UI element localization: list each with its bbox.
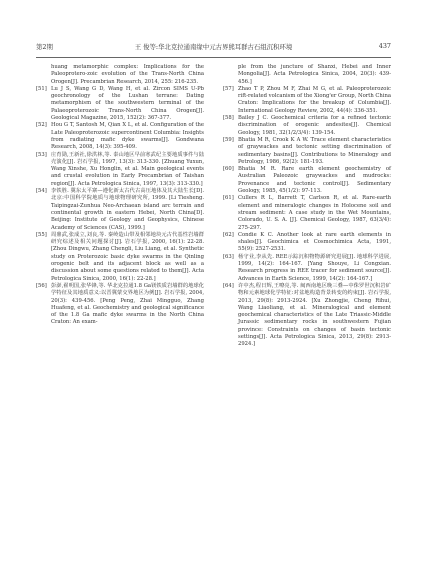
reference-number: [59]	[223, 136, 234, 143]
reference-text: Hou G T, Santosh M, Qian X L, et al. Configuration of the Late Paleoproterozoic supercontinent Columbia: Insights from radiating mafic dyke swarms[J]. Gondwana Research, 2008, 14(3): 395-409.	[51, 122, 204, 151]
reference-entry	[36, 64, 204, 86]
reference-number: [62]	[223, 231, 234, 238]
reference-text: Bhatia M R, Crook K A W. Trace element characteristics of graywackes and tectonic setting discrimination of sedimentary basins[J]. Contributions to Mineralogy and Petrology, 1986, 92(2): 181-193.	[238, 136, 391, 165]
reference-text: huang metamorphic complex: Implications for the Paleoprotero-zoic evolution of the Trans-North China Orogen[J]. Precambrian Research, 2014, 255: 216-235.	[51, 64, 204, 85]
running-header	[36, 42, 391, 54]
left-column	[36, 64, 204, 327]
reference-number: [63]	[223, 253, 234, 260]
reference-entry	[36, 86, 204, 122]
reference-text: Condie K C. Another look at rare earth elements in shales[J]. Geochimica et Cosmochimica Acta, 1991, 55(9): 2527-2531.	[238, 231, 391, 253]
reference-text: 李铁胜. 冀东太平寨—遵化新太古代古高压地体及其大陆生长[D]. 北京:中国科学院地质与地球物理研究所, 1999. [Li Tiesheng. Taipingzai-Zunhua Neo-Archaean island arc terrain and continental growth in eastern Hebei, North China[D]. Beijing: Institute of Geology and Geophysics, Chinese Academy of Sciences (CAS), 1999.]	[51, 188, 204, 231]
reference-entry	[223, 166, 391, 195]
reference-number: [57]	[223, 85, 234, 92]
reference-entry	[36, 152, 204, 188]
reference-number: [54]	[36, 188, 47, 195]
reference-entry	[36, 188, 204, 232]
reference-text: Cullers R L, Barrett T, Carlson R, et al. Rare-earth element and mineralogic changes in Holocene soil and stream sediment: A case study in the Wet Mountains, Colorado, U. S. A. [J]. Chemical Geology, 1987, 63(3/4): 275-297.	[238, 195, 391, 231]
reference-entry	[223, 115, 391, 137]
reference-text: Bailey J C. Geochemical criteria for a refined tectonic discrimination of orogenic andesites[J]. Chemical Geology, 1981, 32(1/2/3/4): 139-154.	[238, 115, 391, 136]
reference-number: [55]	[36, 231, 47, 238]
reference-text: 庄育勋,王新社,徐洪林,等. 泰山地区早前寒武纪主要地质事件与陆壳演化[J]. 岩石学报, 1997, 13(3): 313-330. [Zhuang Yuxun, Wang Xinshe, Xu Honglin, et al. Main geological events and crustal evolution in Early Precambrian of Taishan region[J]. Acta Petrologica Sinica, 1997, 13(3): 313-330.]	[51, 151, 204, 187]
running-title: 王 俊等:华北克拉通南缘中元古界熊耳群古石组沉积环境	[134, 43, 293, 51]
reference-number: [58]	[223, 115, 234, 122]
issue-number: 第2期	[36, 43, 53, 51]
reference-entry	[223, 195, 391, 231]
reference-number: [53]	[36, 151, 47, 158]
reference-text: Zhao T P, Zhou M F, Zhai M G, et al. Paleoproterozoic rift-related volcanism of the Xiong'er Group, North China Craton: Implications for the breakup of Columbia[J]. International Geology Review, 2002, 44(4): 336-351.	[238, 85, 392, 114]
reference-number: [51]	[36, 85, 47, 92]
reference-entry	[223, 86, 391, 115]
reference-number: [56]	[36, 282, 47, 289]
reference-entry	[36, 122, 204, 151]
reference-number: [61]	[223, 195, 234, 202]
reference-entry	[223, 64, 391, 86]
reference-text: Lu J S, Wang G D, Wang H, et al. Zircon SIMS U-Pb geochronology of the Lushan terrane: Dating metamorphism of the southwestern terminal of the Palaeoproterozoic Trans-North China Orogen[J]. Geological Magazine, 2015, 152(2): 367-377.	[51, 85, 204, 122]
reference-entry	[223, 137, 391, 166]
reference-number: [64]	[223, 282, 234, 289]
reference-entry	[223, 254, 391, 283]
reference-text: ple from the juncture of Shanxi, Hebei and Inner Mongolia[J]. Acta Petrologica Sinica, 2004, 20(3): 439-456.]	[238, 64, 391, 85]
header-rule	[36, 57, 391, 58]
reference-entry	[36, 283, 204, 327]
reference-text: 杨守业,李从先. REE示踪沉积物物源研究进展[J]. 地球科学进展, 1999, 14(2): 164-167. [Yang Shouye, Li Congxian. Research progress in REE tracer for sediment source[J]. Advances in Earth Science, 1999, 14(2): 164-167.]	[238, 253, 391, 282]
reference-text: Bhatia M R. Rare earth element geochemistry of Australian Paleozoic graywackes and mudrocks: Provenance and tectonic control[J]. Sedimentary Geology, 1985, 45(1/2): 97-113.	[238, 166, 391, 195]
reference-entry	[36, 232, 204, 283]
right-column	[223, 64, 391, 349]
reference-entry	[223, 232, 391, 254]
reference-text: 许中杰,程日辉,王嘹亮,等. 闽西南地区晚三叠—中侏罗世沉积岩矿物和元素地球化学特征:对盆地构造背景转变的约束[J]. 岩石学报, 2013, 29(8): 2913-2924. [Xu Zhongjie, Cheng Rihui, Wang Liaoliang, et al. Mineralogical and element geochemical characteristics of the Late Triassic-Middle Jurassic sedimentary rocks in southwestern Fujian province: Constraints on changes of basin tectonic settings[J]. Acta Petrologica Sinica, 2013, 29(8): 2913-2924.]	[238, 282, 391, 348]
reference-text: 彭澎,翟明国,张华锋,等. 华北克拉通1.8 Ga镁铁质岩墙群的地球化学特征及其地质意义:以晋冀蒙交界地区为例[J]. 岩石学报, 2004, 20(3): 439-456. [Peng Peng, Zhai Mingguo, Zhang Huafeng, et al. Geochemistry and geological significance of the 1.8 Ga mafic dyke swarms in the North China Craton: An exam-	[51, 282, 204, 326]
reference-entry	[223, 283, 391, 349]
reference-number: [60]	[223, 166, 234, 173]
page-number: 437	[378, 42, 391, 50]
reference-text: 周鼎武,张成立,刘良,等. 秦岭造山带及相邻地块元古代基性岩墙群研究综述及相关问题探讨[J]. 岩石学报, 2000, 16(1): 22-28. [Zhou Dingwu, Zhang Chengli, Liu Liang, et al. Synthetic study on Proterozoic basic dyke swarms in the Qinling orogenic belt and its adjacent block as well as a discussion about some questions related to them[J]. Acta Petrologica Sinica, 2000, 16(1): 22-28.]	[51, 231, 204, 282]
reference-number: [52]	[36, 122, 47, 129]
